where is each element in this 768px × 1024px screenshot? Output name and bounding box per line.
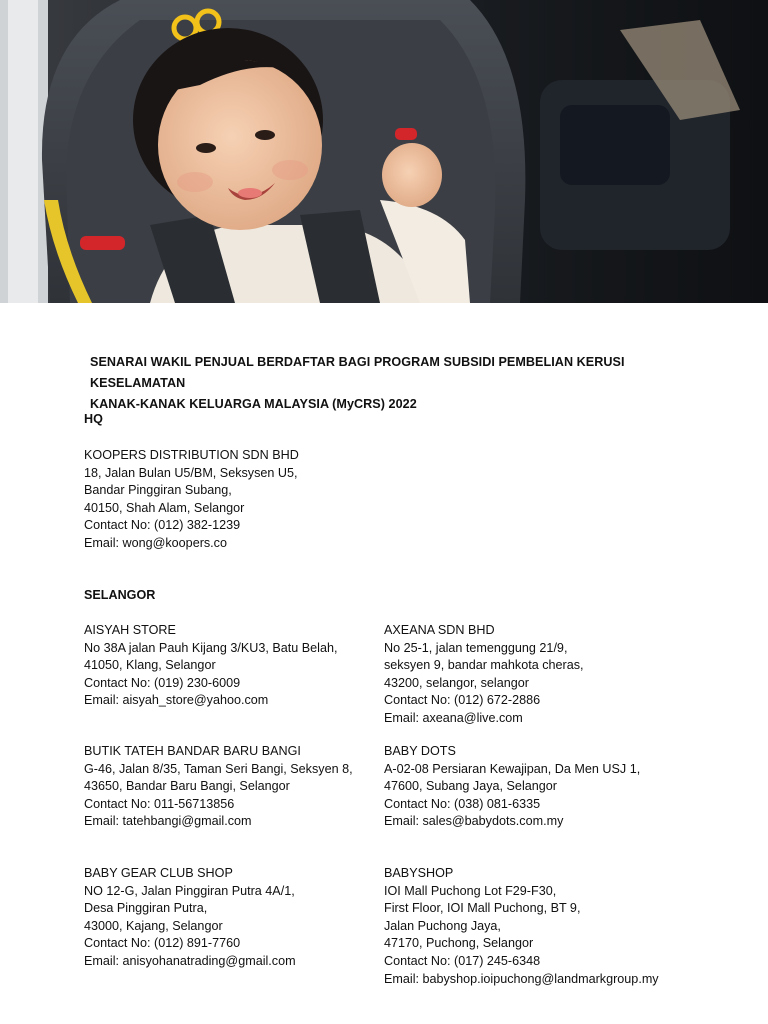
dealer-card — [84, 865, 296, 971]
dealer-email: Email: tatehbangi@gmail.com — [84, 814, 252, 829]
dealer-contact: Contact No: (012) 891-7760 — [84, 936, 241, 951]
dealer-address-line: 47600, Subang Jaya, Selangor — [384, 779, 557, 794]
document-title-line-1: SENARAI WAKIL PENJUAL BERDAFTAR BAGI PROGRAM SUBSIDI PEMBELIAN KERUSI KESELAMATAN — [90, 355, 625, 390]
dealer-address-line: seksyen 9, bandar mahkota cheras, — [384, 658, 584, 673]
dealer-name: BABYSHOP — [384, 866, 454, 880]
dealer-address-line: 47170, Puchong, Selangor — [384, 936, 534, 951]
dealer-address-line: 41050, Klang, Selangor — [84, 658, 216, 673]
dealer-address-line: First Floor, IOI Mall Puchong, BT 9, — [384, 901, 581, 916]
dealer-email: Email: wong@koopers.co — [84, 535, 227, 550]
dealer-name: AXEANA SDN BHD — [384, 623, 495, 637]
dealer-address-line: Bandar Pinggiran Subang, — [84, 483, 232, 498]
dealer-contact: Contact No: (012) 382-1239 — [84, 518, 241, 533]
dealer-address-line: Desa Pinggiran Putra, — [84, 901, 208, 916]
baby-car-seat-photo — [0, 0, 768, 303]
hero-photo — [0, 0, 768, 303]
dealer-contact: Contact No: (038) 081-6335 — [384, 796, 541, 811]
dealer-name: BABY GEAR CLUB SHOP — [84, 866, 233, 880]
section-heading-selangor: SELANGOR — [84, 588, 156, 602]
document-title-line-2: KANAK-KANAK KELUARGA MALAYSIA (MyCRS) 2022 — [90, 397, 417, 411]
dealer-name: BABY DOTS — [384, 744, 456, 758]
dealer-name: AISYAH STORE — [84, 623, 176, 637]
dealer-address-line: 43200, selangor, selangor — [384, 675, 529, 690]
dealer-address-line: No 25-1, jalan temenggung 21/9, — [384, 640, 568, 655]
dealer-address-line: No 38A jalan Pauh Kijang 3/KU3, Batu Belah, — [84, 640, 338, 655]
dealer-name: BUTIK TATEH BANDAR BARU BANGI — [84, 744, 301, 758]
dealer-email: Email: sales@babydots.com.my — [384, 814, 564, 829]
dealer-card — [384, 865, 659, 988]
dealer-card — [384, 743, 640, 831]
dealer-email: Email: anisyohanatrading@gmail.com — [84, 953, 296, 968]
dealer-contact: Contact No: 011-56713856 — [84, 796, 235, 811]
dealer-card — [84, 743, 353, 831]
dealer-address-line: Jalan Puchong Jaya, — [384, 918, 501, 933]
dealer-address-line: 43650, Bandar Baru Bangi, Selangor — [84, 779, 290, 794]
dealer-email: Email: axeana@live.com — [384, 710, 523, 725]
dealer-contact: Contact No: (017) 245-6348 — [384, 953, 541, 968]
dealer-contact: Contact No: (012) 672-2886 — [384, 693, 541, 708]
dealer-name: KOOPERS DISTRIBUTION SDN BHD — [84, 448, 299, 462]
hq-dealer-card — [84, 447, 299, 553]
dealer-address-line: G-46, Jalan 8/35, Taman Seri Bangi, Seksyen 8, — [84, 761, 353, 776]
dealer-address-line: 43000, Kajang, Selangor — [84, 918, 223, 933]
dealer-address-line: A-02-08 Persiaran Kewajipan, Da Men USJ 1, — [384, 761, 641, 776]
document-title — [90, 352, 690, 415]
dealer-card — [84, 622, 337, 710]
dealer-address-line: 18, Jalan Bulan U5/BM, Seksysen U5, — [84, 465, 298, 480]
dealer-address-line: 40150, Shah Alam, Selangor — [84, 500, 245, 515]
dealer-address-line: IOI Mall Puchong Lot F29-F30, — [384, 883, 557, 898]
dealer-email: Email: aisyah_store@yahoo.com — [84, 693, 269, 708]
dealer-contact: Contact No: (019) 230-6009 — [84, 675, 241, 690]
dealer-address-line: NO 12-G, Jalan Pinggiran Putra 4A/1, — [84, 883, 295, 898]
dealer-card — [384, 622, 584, 728]
dealer-email: Email: babyshop.ioipuchong@landmarkgroup.my — [384, 971, 659, 986]
section-heading-hq: HQ — [84, 412, 103, 426]
